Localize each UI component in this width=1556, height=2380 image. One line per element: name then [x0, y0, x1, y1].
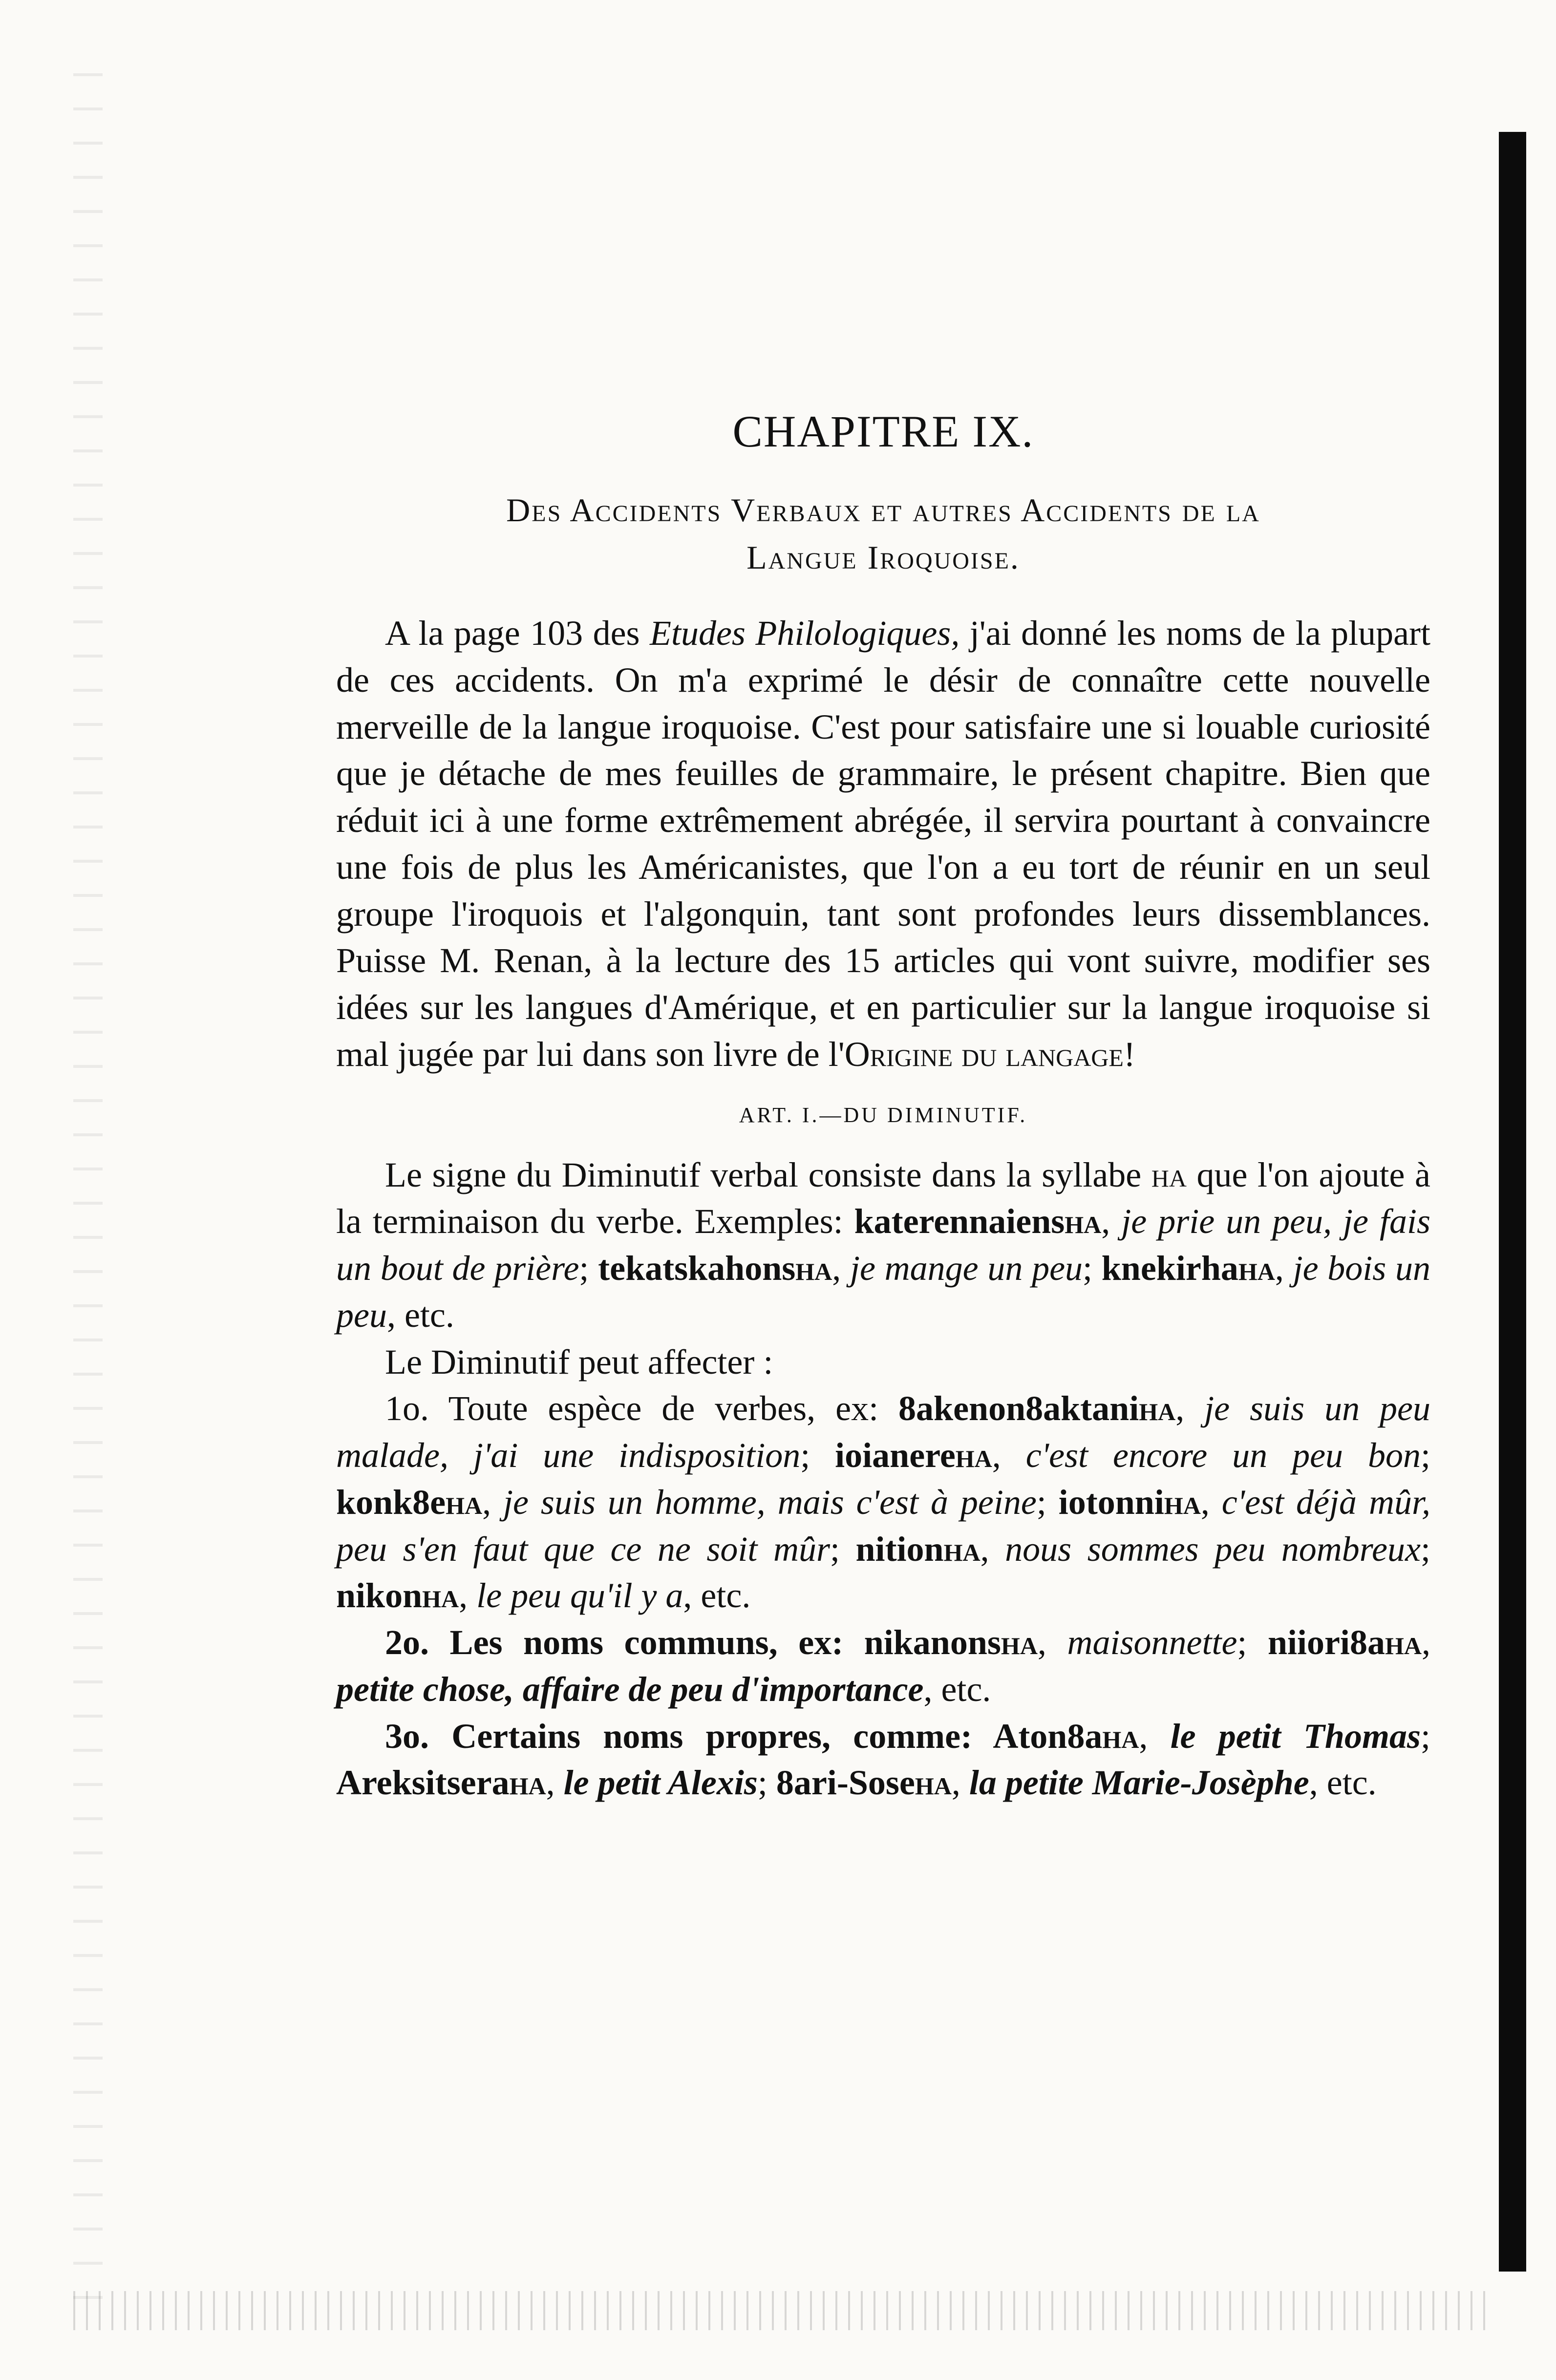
- item2-gloss-2: petite chose, affaire de peu d'importance: [336, 1669, 924, 1709]
- list-item-1: [336, 1385, 1430, 1619]
- sep: ;: [800, 1436, 835, 1475]
- sep: ;: [1036, 1482, 1059, 1522]
- item3-word-1: Aton8a: [993, 1716, 1103, 1756]
- suffix: ha: [943, 1529, 980, 1569]
- item3-word-3: 8ari-Sose: [776, 1763, 915, 1803]
- ex1-word: katerennaiens: [854, 1202, 1065, 1241]
- ex1-suffix: ha: [1065, 1202, 1102, 1241]
- ex3-suffix: ha: [1238, 1249, 1275, 1288]
- sep: ,: [386, 1295, 405, 1335]
- sep: ,: [1309, 1763, 1327, 1803]
- item1-word-5: nition: [855, 1529, 944, 1569]
- list-item-2: [336, 1619, 1430, 1713]
- sep: ,: [546, 1763, 564, 1803]
- intro-text-1: A la page 103 des: [385, 614, 650, 653]
- item2-word-2: niiori8a: [1267, 1623, 1385, 1662]
- item1-lead: 1o. Toute espèce de verbes, ex:: [385, 1389, 899, 1428]
- intro-book-title: Origine du langage: [844, 1034, 1124, 1074]
- etc: etc.: [941, 1669, 991, 1709]
- list-item-3: [336, 1713, 1430, 1807]
- item1-word-2: ioianere: [835, 1436, 956, 1475]
- sep: ,: [832, 1249, 850, 1288]
- item2-lead: 2o. Les noms communs, ex:: [385, 1623, 864, 1662]
- item1-word-6: nikon: [336, 1576, 423, 1615]
- sep: ;: [830, 1529, 856, 1569]
- sep: ,: [951, 1763, 969, 1803]
- suffix: ha: [955, 1436, 992, 1475]
- suffix: ha: [446, 1482, 483, 1522]
- sep: ;: [1083, 1249, 1102, 1288]
- item1-gloss-1: je suis un peu malade, j'ai une indisposition: [336, 1389, 1431, 1475]
- ex3-word: knekirha: [1101, 1249, 1238, 1288]
- ex1-gloss: je prie un peu, je fais un bout de prière: [336, 1202, 1431, 1288]
- article-heading: ART. I.—DU DIMINUTIF.: [739, 1103, 1028, 1127]
- item1-word-1: 8akenon8aktani: [898, 1389, 1139, 1428]
- sep: ;: [1420, 1716, 1430, 1756]
- item1-gloss-4: c'est déjà mûr, peu s'en faut que ce ne soit mûr: [336, 1482, 1430, 1569]
- page-edge-shadow: [1499, 132, 1526, 2272]
- subtitle-line-2: Langue Iroquoise.: [746, 538, 1020, 576]
- suffix: ha: [1001, 1623, 1038, 1662]
- ex2-gloss: je mange un peu: [850, 1249, 1083, 1288]
- item3-lead: 3o. Certains noms propres, comme:: [385, 1716, 993, 1756]
- sep: ,: [459, 1576, 477, 1615]
- intro-end: !: [1123, 1034, 1135, 1074]
- suffix: ha: [1139, 1389, 1176, 1428]
- text-block: [336, 405, 1430, 1806]
- suffix: ha: [1164, 1482, 1201, 1522]
- sep: ,: [1101, 1202, 1122, 1241]
- suffix: ha: [915, 1763, 952, 1803]
- suffix: ha: [509, 1763, 546, 1803]
- intro-title: Etudes Philologiques,: [649, 614, 960, 653]
- sep: ,: [1139, 1716, 1171, 1756]
- suffix: ha: [422, 1576, 459, 1615]
- sep: ,: [980, 1529, 1005, 1569]
- etc: etc.: [1326, 1763, 1377, 1803]
- item1-gloss-5: nous sommes peu nombreux: [1005, 1529, 1421, 1569]
- sep: ,: [1422, 1623, 1430, 1662]
- sep: ,: [683, 1576, 701, 1615]
- a1-etc: etc.: [404, 1295, 454, 1335]
- item3-word-2: Areksitsera: [336, 1763, 510, 1803]
- ex2-word: tekatskahons: [598, 1249, 796, 1288]
- item1-word-4: iotonni: [1058, 1482, 1164, 1522]
- subtitle-line-1: Des Accidents Verbaux et autres Accidents de la: [506, 491, 1260, 529]
- suffix: ha: [1385, 1623, 1422, 1662]
- ex3-gloss: je bois un peu: [336, 1249, 1431, 1335]
- chapter-title: CHAPITRE IX.: [732, 406, 1034, 456]
- item1-gloss-6: le peu qu'il y a: [476, 1576, 683, 1615]
- etc: etc.: [701, 1576, 751, 1615]
- item2-gloss-1: maisonnette: [1067, 1623, 1237, 1662]
- item2-word-1: nikanons: [864, 1623, 1001, 1662]
- item1-gloss-2: c'est encore un peu bon: [1025, 1436, 1421, 1475]
- item1-word-3: konk8e: [336, 1482, 446, 1522]
- item3-gloss-2: le petit Alexis: [563, 1763, 758, 1803]
- item3-gloss-1: le petit Thomas: [1170, 1716, 1421, 1756]
- sep: ;: [1420, 1436, 1430, 1475]
- a1-text-2: que l'on ajoute à la terminaison du verbe. Exemples:: [336, 1155, 1430, 1241]
- sep: ,: [923, 1669, 941, 1709]
- sep: ;: [757, 1763, 776, 1803]
- item3-gloss-3: la petite Marie-Josèphe: [969, 1763, 1309, 1803]
- sep: ,: [482, 1482, 504, 1522]
- margin-scan-noise: [73, 73, 103, 2320]
- article-paragraph-2: Le Diminutif peut affecter :: [385, 1342, 773, 1381]
- bottom-scan-noise: [73, 2291, 1490, 2330]
- suffix: ha: [1102, 1716, 1139, 1756]
- sep: ;: [1420, 1529, 1430, 1569]
- intro-text-2: j'ai donné les noms de la plupart de ces accidents. On m'a exprimé le désir de connaître cette nouvelle merveille de la langue iroquoise. C'est pour satisfaire une si louable curiosité que je détache de mes feuilles de grammaire, le présent chapitre. Bien que réduit ici à une forme extrêmement abrégée, il servira pourtant à convaincre une fois de plus les Américanistes, que l'on a eu tort de réunir en un seul groupe l'iroquois et l'algonquin, tant sont profondes leurs dissemblances. Puisse M. Renan, à la lecture des 15 articles qui vont suivre, modifier ses idées sur les langues d'Amérique, et en particulier sur la langue iroquoise si mal jugée par lui dans son livre de l': [336, 614, 1431, 1074]
- sep: ,: [1175, 1389, 1205, 1428]
- a1-text-1: Le signe du Diminutif verbal consiste dans la syllabe: [385, 1155, 1151, 1194]
- intro-paragraph: [336, 610, 1430, 1078]
- sep: ,: [992, 1436, 1026, 1475]
- article-paragraph-1: [336, 1152, 1430, 1339]
- ex2-suffix: ha: [795, 1249, 832, 1288]
- sep: ,: [1275, 1249, 1293, 1288]
- chapter-subtitle: [336, 487, 1430, 581]
- sep: ;: [579, 1249, 598, 1288]
- sep: ;: [1237, 1623, 1268, 1662]
- a1-sign: ha: [1151, 1155, 1187, 1194]
- sep: ,: [1037, 1623, 1067, 1662]
- sep: ,: [1200, 1482, 1222, 1522]
- item1-gloss-3: je suis un homme, mais c'est à peine: [503, 1482, 1037, 1522]
